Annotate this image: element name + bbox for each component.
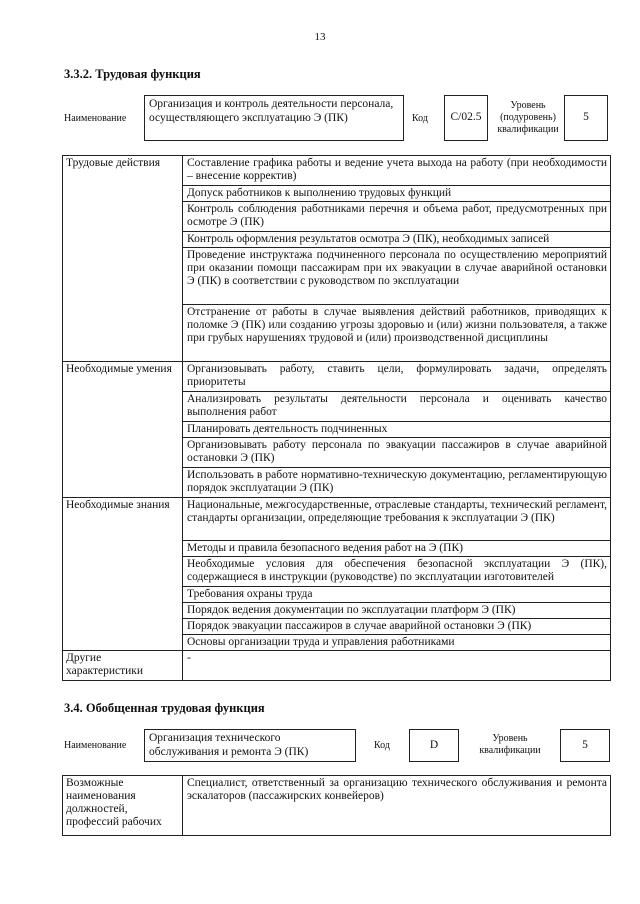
table-row <box>63 651 611 681</box>
positions-header: Возможные наименования должностей, профессий рабочих <box>63 776 183 836</box>
table-cell: Организовывать работу, ставить цели, формулировать задачи, определять приоритеты <box>183 362 611 392</box>
table-cell: Анализировать результаты деятельности персонала и оценивать качество выполнения работ <box>183 392 611 422</box>
level-label-line1: Уровень <box>510 100 546 111</box>
section-title: 3.3.2. Трудовая функция <box>64 67 201 81</box>
function-name-box <box>144 95 404 141</box>
table-row <box>63 362 611 392</box>
code-value-2: D <box>429 738 439 751</box>
level-label-2-line1: Уровень <box>492 733 528 744</box>
table-cell: Организовывать работу персонала по эвакуации пассажиров в случае аварийной остановки Э (ПК) <box>183 438 611 468</box>
row-header-other: Другие характеристики <box>63 651 183 681</box>
level-value-2: 5 <box>582 738 588 751</box>
table-row <box>63 498 611 541</box>
positions-value: Специалист, ответственный за организацию технического обслуживания и ремонта эскалаторов (пассажирских конвейеров) <box>183 776 611 836</box>
table-cell: Использовать в работе нормативно-техническую документацию, регламентирующую порядок эксплуатации Э (ПК) <box>183 468 611 498</box>
level-label-2-line2: квалификации <box>479 745 541 756</box>
code-label: Код <box>412 113 428 124</box>
function-name-value: Организация и контроль деятельности персонала, осуществляющего эксплуатацию Э (ПК) <box>149 98 394 124</box>
code-value: C/02.5 <box>450 111 482 124</box>
table-cell: Отстранение от работы в случае выявления действий работников, приводящих к поломке Э (ПК) или созданию угрозы здоровью и (или) жизни пользователя, а также при грубых нарушениях трудовой и (или) производственной дисциплины <box>183 305 611 362</box>
level-box <box>564 95 608 141</box>
page-number: 13 <box>314 31 326 43</box>
table-row <box>63 776 611 836</box>
table-cell: Методы и правила безопасного ведения работ на Э (ПК) <box>183 541 611 557</box>
code-box <box>444 95 488 141</box>
table-cell: Проведение инструктажа подчиненного персонала по осуществлению мероприятий при оказании помощи пассажирам при их эвакуации в случае аварийной остановки Э (ПК) в соответствии с руководством по эксплуатации <box>183 248 611 305</box>
name-label-2: Наименование <box>64 740 127 751</box>
row-header-knowledge: Необходимые знания <box>63 498 183 651</box>
positions-table <box>62 775 611 836</box>
code-label-2: Код <box>374 740 390 751</box>
table-cell: Планировать деятельность подчиненных <box>183 422 611 438</box>
table-cell: Порядок эвакуации пассажиров в случае аварийной остановки Э (ПК) <box>183 619 611 635</box>
table-cell: Составление графика работы и ведение учета выхода на работу (при необходимости – внесение корректив) <box>183 156 611 186</box>
table-row <box>63 156 611 186</box>
table-cell: Порядок ведения документации по эксплуатации платформ Э (ПК) <box>183 603 611 619</box>
table-cell: Необходимые условия для обеспечения безопасной эксплуатации Э (ПК), содержащиеся в инструкции (руководстве) по эксплуатации изготовителей <box>183 557 611 587</box>
table-cell: Национальные, межгосударственные, отраслевые стандарты, технический регламент, стандарты организации, определяющие требования к эксплуатации Э (ПК) <box>183 498 611 541</box>
code-box-2 <box>409 729 459 762</box>
table-cell: - <box>183 651 611 681</box>
level-label-2 <box>472 733 548 757</box>
table-cell: Основы организации труда и управления работниками <box>183 635 611 651</box>
level-box-2 <box>560 729 610 762</box>
table-cell: Требования охраны труда <box>183 587 611 603</box>
table-cell: Допуск работников к выполнению трудовых функций <box>183 186 611 202</box>
level-label <box>494 100 562 136</box>
level-value: 5 <box>583 111 589 124</box>
function-name-box-2 <box>144 729 356 762</box>
table-cell: Контроль соблюдения работниками перечня и объема работ, предусмотренных при осмотре Э (ПК) <box>183 202 611 232</box>
row-header-actions: Трудовые действия <box>63 156 183 362</box>
name-label: Наименование <box>64 113 127 124</box>
function-name-value-2: Организация технического обслуживания и ремонта Э (ПК) <box>149 732 309 758</box>
row-header-skills: Необходимые умения <box>63 362 183 498</box>
level-label-line2: (подуровень) <box>500 112 556 123</box>
level-label-line3: квалификации <box>497 124 559 135</box>
labor-function-table <box>62 155 611 681</box>
table-cell: Контроль оформления результатов осмотра Э (ПК), необходимых записей <box>183 232 611 248</box>
section-title-2: 3.4. Обобщенная трудовая функция <box>64 701 265 715</box>
